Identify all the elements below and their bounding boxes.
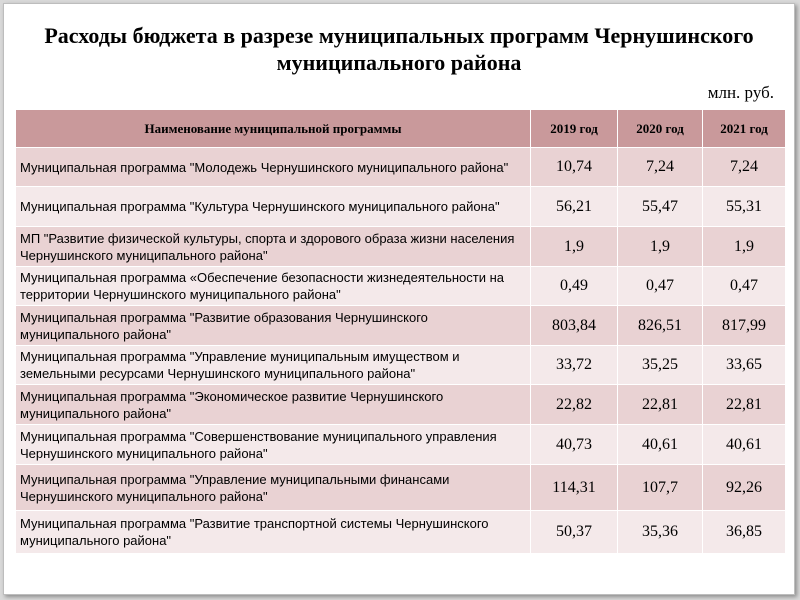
program-name: Муниципальная программа "Развитие образования Чернушинского муниципального района" xyxy=(16,306,531,346)
value-2020: 22,81 xyxy=(618,385,703,425)
value-2020: 107,7 xyxy=(618,465,703,511)
value-2021: 92,26 xyxy=(703,465,786,511)
program-name: Муниципальная программа «Обеспечение безопасности жизнедеятельности на территории Чернушинского муниципального района" xyxy=(16,267,531,306)
value-2020: 7,24 xyxy=(618,148,703,187)
value-2021: 0,47 xyxy=(703,267,786,306)
value-2021: 1,9 xyxy=(703,227,786,267)
table-row xyxy=(16,425,786,465)
table-row xyxy=(16,346,786,385)
unit-label: млн. руб. xyxy=(707,83,774,102)
table-row xyxy=(16,306,786,346)
table-row xyxy=(16,385,786,425)
slide xyxy=(3,3,795,595)
table-row xyxy=(16,187,786,227)
program-name: Муниципальная программа "Культура Чернушинского муниципального района" xyxy=(16,187,531,227)
table-row xyxy=(16,227,786,267)
value-2019: 114,31 xyxy=(531,465,618,511)
page-title: Расходы бюджета в разрезе муниципальных программ Чернушинского муниципального района xyxy=(44,23,754,75)
value-2021: 7,24 xyxy=(703,148,786,187)
budget-table xyxy=(15,109,786,554)
value-2020: 35,25 xyxy=(618,346,703,385)
program-name: Муниципальная программа "Управление муниципальным имуществом и земельными ресурсами Чернушинского муниципального района" xyxy=(16,346,531,385)
value-2020: 826,51 xyxy=(618,306,703,346)
table-header-row xyxy=(16,110,786,148)
value-2020: 40,61 xyxy=(618,425,703,465)
program-name: Муниципальная программа "Экономическое развитие Чернушинского муниципального района" xyxy=(16,385,531,425)
table-row xyxy=(16,465,786,511)
program-name: Муниципальная программа "Молодежь Чернушинского муниципального района" xyxy=(16,148,531,187)
header-2020: 2020 год xyxy=(618,110,703,148)
value-2021: 22,81 xyxy=(703,385,786,425)
value-2019: 40,73 xyxy=(531,425,618,465)
table-row xyxy=(16,267,786,306)
value-2020: 55,47 xyxy=(618,187,703,227)
value-2021: 817,99 xyxy=(703,306,786,346)
value-2021: 40,61 xyxy=(703,425,786,465)
value-2020: 1,9 xyxy=(618,227,703,267)
value-2019: 10,74 xyxy=(531,148,618,187)
header-2021: 2021 год xyxy=(703,110,786,148)
program-name: Муниципальная программа "Совершенствование муниципального управления Чернушинского муниципального района" xyxy=(16,425,531,465)
value-2019: 803,84 xyxy=(531,306,618,346)
value-2019: 22,82 xyxy=(531,385,618,425)
value-2020: 0,47 xyxy=(618,267,703,306)
value-2021: 36,85 xyxy=(703,511,786,554)
program-name: МП "Развитие физической культуры, спорта и здорового образа жизни населения Чернушинского муниципального района" xyxy=(16,227,531,267)
program-name: Муниципальная программа "Управление муниципальными финансами Чернушинского муниципального района" xyxy=(16,465,531,511)
program-name: Муниципальная программа "Развитие транспортной системы Чернушинского муниципального района" xyxy=(16,511,531,554)
header-program-name: Наименование муниципальной программы xyxy=(16,110,531,148)
value-2019: 50,37 xyxy=(531,511,618,554)
table-row xyxy=(16,148,786,187)
value-2019: 56,21 xyxy=(531,187,618,227)
value-2019: 1,9 xyxy=(531,227,618,267)
value-2019: 0,49 xyxy=(531,267,618,306)
value-2021: 55,31 xyxy=(703,187,786,227)
table-row xyxy=(16,511,786,554)
value-2019: 33,72 xyxy=(531,346,618,385)
value-2021: 33,65 xyxy=(703,346,786,385)
header-2019: 2019 год xyxy=(531,110,618,148)
value-2020: 35,36 xyxy=(618,511,703,554)
